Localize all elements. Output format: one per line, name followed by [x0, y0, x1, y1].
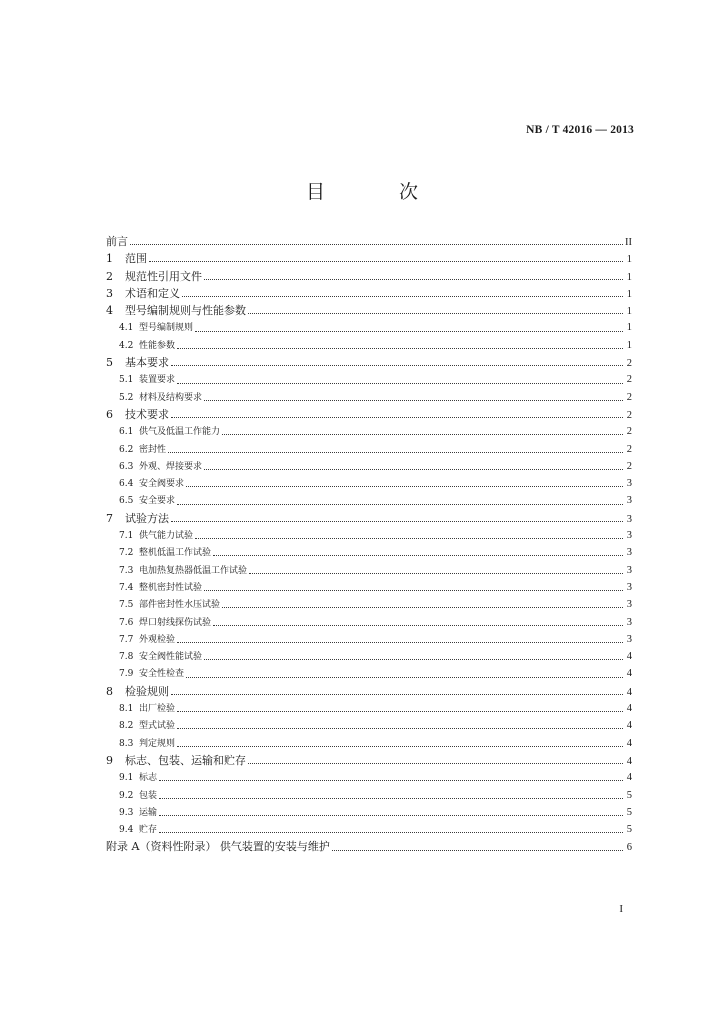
toc-entry[interactable]	[106, 735, 632, 752]
toc-entry-number: 7.5	[119, 600, 134, 611]
toc-entry-page: 4	[626, 703, 632, 715]
toc-entry-page: 2	[626, 358, 632, 370]
toc-entry-label: 密封性	[139, 444, 167, 455]
toc-entry[interactable]	[106, 787, 632, 804]
toc-entry-label: 包装	[139, 790, 158, 801]
toc-entry-number: 9.4	[119, 825, 134, 836]
toc-leader-dots	[186, 486, 623, 487]
toc-entry[interactable]	[106, 596, 632, 613]
toc-leader-dots	[222, 607, 623, 608]
toc-entry-label: 外观检验	[139, 634, 176, 645]
toc-entry-page: 4	[626, 755, 632, 767]
toc-entry[interactable]	[106, 717, 632, 734]
toc-entry-number: 4	[106, 304, 113, 318]
toc-entry-page: 3	[626, 547, 632, 559]
toc-leader-dots	[222, 434, 623, 435]
toc-entry[interactable]	[106, 631, 632, 648]
toc-entry[interactable]	[106, 354, 632, 371]
toc-leader-dots	[248, 763, 623, 764]
toc-leader-dots	[177, 504, 623, 505]
toc-entry[interactable]	[106, 389, 632, 406]
toc-entry-page: 2	[626, 391, 632, 403]
toc-entry-label: 规范性引用文件	[125, 269, 202, 283]
toc-leader-dots	[248, 313, 623, 314]
toc-entry-page: 1	[626, 254, 632, 266]
toc-leader-dots	[195, 331, 623, 332]
toc-leader-dots	[171, 417, 623, 418]
toc-entry-number: 1	[106, 252, 113, 266]
toc-entry[interactable]	[106, 804, 632, 821]
toc-entry[interactable]	[106, 665, 632, 682]
toc-leader-dots	[213, 625, 623, 626]
toc-entry-number: 7.3	[119, 565, 134, 576]
toc-entry-page: 2	[626, 460, 632, 472]
toc-leader-dots	[171, 694, 623, 695]
toc-entry-label: 判定规则	[139, 738, 176, 749]
toc-entry-number: 7	[106, 511, 113, 525]
toc-entry-page: 5	[626, 789, 632, 801]
toc-entry-label: 焊口射线探伤试验	[139, 617, 212, 628]
toc-entry[interactable]	[106, 371, 632, 388]
toc-leader-dots	[204, 469, 623, 470]
toc-leader-dots	[159, 780, 623, 781]
toc-entry-label: 标志	[139, 773, 158, 784]
toc-entry[interactable]	[106, 821, 632, 838]
toc-entry-page: 3	[626, 513, 632, 525]
toc-entry[interactable]	[106, 250, 632, 267]
toc-entry-label: 安全阀要求	[139, 479, 185, 490]
toc-entry-page: 3	[626, 633, 632, 645]
toc-entry-page: 3	[626, 564, 632, 576]
toc-leader-dots	[249, 573, 623, 574]
toc-entry-label: 附录 A（资料性附录） 供气装置的安装与维护	[106, 840, 330, 854]
toc-leader-dots	[177, 728, 623, 729]
toc-entry-page: 4	[626, 737, 632, 749]
toc-leader-dots	[204, 279, 623, 280]
toc-entry-label: 安全性检查	[139, 669, 185, 680]
toc-entry-label: 范围	[125, 252, 147, 266]
toc-entry[interactable]	[106, 510, 632, 527]
toc-entry-page: 4	[626, 651, 632, 663]
toc-entry-number: 5.2	[119, 392, 134, 403]
toc-entry[interactable]	[106, 285, 632, 302]
toc-entry[interactable]	[106, 700, 632, 717]
toc-entry-label: 装置要求	[139, 375, 176, 386]
toc-entry[interactable]	[106, 614, 632, 631]
toc-entry-number: 9.2	[119, 790, 134, 801]
toc-entry-page: 4	[626, 686, 632, 698]
toc-leader-dots	[177, 348, 623, 349]
toc-entry-label: 运输	[139, 807, 158, 818]
toc-entry-label: 外观、焊接要求	[139, 461, 203, 472]
toc-entry-label: 整机密封性试验	[139, 582, 203, 593]
toc-entry-label: 电加热复热器低温工作试验	[139, 565, 248, 576]
toc-leader-dots	[159, 815, 623, 816]
toc-entry-number: 7.2	[119, 548, 134, 559]
toc-entry[interactable]	[106, 683, 632, 700]
toc-entry[interactable]	[106, 544, 632, 561]
toc-entry-number: 6.3	[119, 461, 134, 472]
toc-entry-page: 1	[626, 339, 632, 351]
toc-entry-number: 8	[106, 684, 113, 698]
toc-entry-number: 5.1	[119, 375, 134, 386]
toc-leader-dots	[171, 521, 623, 522]
toc-entry-number: 9.3	[119, 807, 134, 818]
toc-entry-label: 型号编制规则与性能参数	[125, 304, 246, 318]
page-number: I	[619, 903, 623, 915]
toc-entry-number: 8.3	[119, 738, 134, 749]
toc-leader-dots	[171, 365, 623, 366]
toc-entry-number: 7.1	[119, 531, 134, 542]
toc-entry-label: 贮存	[139, 825, 158, 836]
toc-leader-dots	[177, 642, 623, 643]
toc-entry-number: 8.2	[119, 721, 134, 732]
toc-leader-dots	[186, 677, 623, 678]
toc-entry-number: 6.5	[119, 496, 134, 507]
toc-entry-number: 7.4	[119, 582, 134, 593]
toc-entry-page: 1	[626, 271, 632, 283]
toc-leader-dots	[195, 538, 623, 539]
standard-code: NB / T 42016 — 2013	[526, 124, 634, 136]
toc-entry[interactable]	[106, 579, 632, 596]
toc-entry-page: 5	[626, 824, 632, 836]
toc-entry-label: 基本要求	[125, 356, 169, 370]
toc-entry-label: 整机低温工作试验	[139, 548, 212, 559]
toc-entry[interactable]	[106, 562, 632, 579]
toc-entry[interactable]	[106, 441, 632, 458]
toc-entry-page: 3	[626, 495, 632, 507]
toc-entry-number: 7.9	[119, 669, 134, 680]
toc-entry-number: 4.2	[119, 340, 134, 351]
toc-entry[interactable]	[106, 752, 632, 769]
toc-entry-label: 安全阀性能试验	[139, 652, 203, 663]
toc-entry[interactable]	[106, 769, 632, 786]
toc-entry-label: 技术要求	[125, 407, 169, 421]
toc-entry-page: II	[625, 237, 632, 248]
toc-leader-dots	[213, 555, 623, 556]
toc-entry[interactable]	[106, 492, 632, 509]
toc-leader-dots	[204, 659, 623, 660]
toc-entry[interactable]	[106, 838, 632, 855]
toc-entry-number: 9	[106, 753, 113, 767]
toc-leader-dots	[204, 590, 623, 591]
toc-entry-label: 部件密封性水压试验	[139, 600, 221, 611]
toc-entry-number: 6.2	[119, 444, 134, 455]
toc-leader-dots	[159, 798, 623, 799]
toc-leader-dots	[168, 452, 623, 453]
toc-entry-label: 试验方法	[125, 511, 169, 525]
toc-leader-dots	[130, 244, 623, 245]
toc-entry-page: 2	[626, 409, 632, 421]
toc-leader-dots	[182, 296, 623, 297]
toc-entry-number: 5	[106, 356, 113, 370]
toc-entry-page: 1	[626, 322, 632, 334]
toc-leader-dots	[149, 261, 623, 262]
toc-leader-dots	[177, 746, 623, 747]
toc-entry-page: 3	[626, 530, 632, 542]
toc-entry-label: 前言	[106, 235, 128, 248]
toc-entry-number: 3	[106, 286, 113, 300]
toc-entry-page: 3	[626, 616, 632, 628]
toc-entry-page: 4	[626, 720, 632, 732]
toc-leader-dots	[332, 850, 623, 851]
toc-entry[interactable]	[106, 337, 632, 354]
toc-entry-label: 供气及低温工作能力	[139, 427, 221, 438]
toc-entry-page: 2	[626, 443, 632, 455]
toc-entry[interactable]	[106, 458, 632, 475]
toc-entry-page: 2	[626, 426, 632, 438]
table-of-contents	[106, 233, 632, 856]
toc-entry-label: 材料及结构要求	[139, 392, 203, 403]
toc-entry[interactable]	[106, 648, 632, 665]
toc-entry-label: 安全要求	[139, 496, 176, 507]
toc-entry-number: 6	[106, 407, 113, 421]
toc-entry[interactable]	[106, 233, 632, 250]
page-title: 目 次	[305, 181, 453, 203]
toc-entry-label: 性能参数	[139, 340, 176, 351]
toc-entry[interactable]	[106, 268, 632, 285]
toc-leader-dots	[204, 400, 623, 401]
toc-entry-number: 9.1	[119, 773, 134, 784]
toc-entry-page: 4	[626, 668, 632, 680]
toc-entry-number: 6.1	[119, 427, 134, 438]
toc-entry-number: 6.4	[119, 479, 134, 490]
toc-entry[interactable]	[106, 302, 632, 319]
toc-entry-page: 1	[626, 306, 632, 318]
toc-entry-label: 术语和定义	[125, 286, 180, 300]
toc-leader-dots	[159, 832, 623, 833]
toc-entry-page: 2	[626, 374, 632, 386]
toc-entry-number: 8.1	[119, 704, 134, 715]
toc-entry-number: 7.7	[119, 634, 134, 645]
toc-entry-label: 供气能力试验	[139, 531, 194, 542]
toc-entry-label: 检验规则	[125, 684, 169, 698]
toc-entry-number: 2	[106, 269, 113, 283]
toc-entry-page: 5	[626, 806, 632, 818]
toc-entry-number: 4.1	[119, 323, 134, 334]
toc-entry-page: 3	[626, 581, 632, 593]
toc-entry[interactable]	[106, 319, 632, 336]
toc-entry-label: 标志、包装、运输和贮存	[125, 753, 246, 767]
toc-entry[interactable]	[106, 527, 632, 544]
toc-entry-number: 7.6	[119, 617, 134, 628]
toc-entry-page: 4	[626, 772, 632, 784]
toc-entry[interactable]	[106, 423, 632, 440]
toc-entry-page: 6	[626, 842, 632, 854]
toc-entry[interactable]	[106, 406, 632, 423]
toc-entry-label: 型号编制规则	[139, 323, 194, 334]
toc-entry-page: 3	[626, 478, 632, 490]
toc-leader-dots	[177, 383, 623, 384]
toc-entry-page: 3	[626, 599, 632, 611]
toc-leader-dots	[177, 711, 623, 712]
toc-entry-label: 型式试验	[139, 721, 176, 732]
toc-entry-number: 7.8	[119, 652, 134, 663]
toc-entry-page: 1	[626, 288, 632, 300]
toc-entry-label: 出厂检验	[139, 704, 176, 715]
toc-entry[interactable]	[106, 475, 632, 492]
